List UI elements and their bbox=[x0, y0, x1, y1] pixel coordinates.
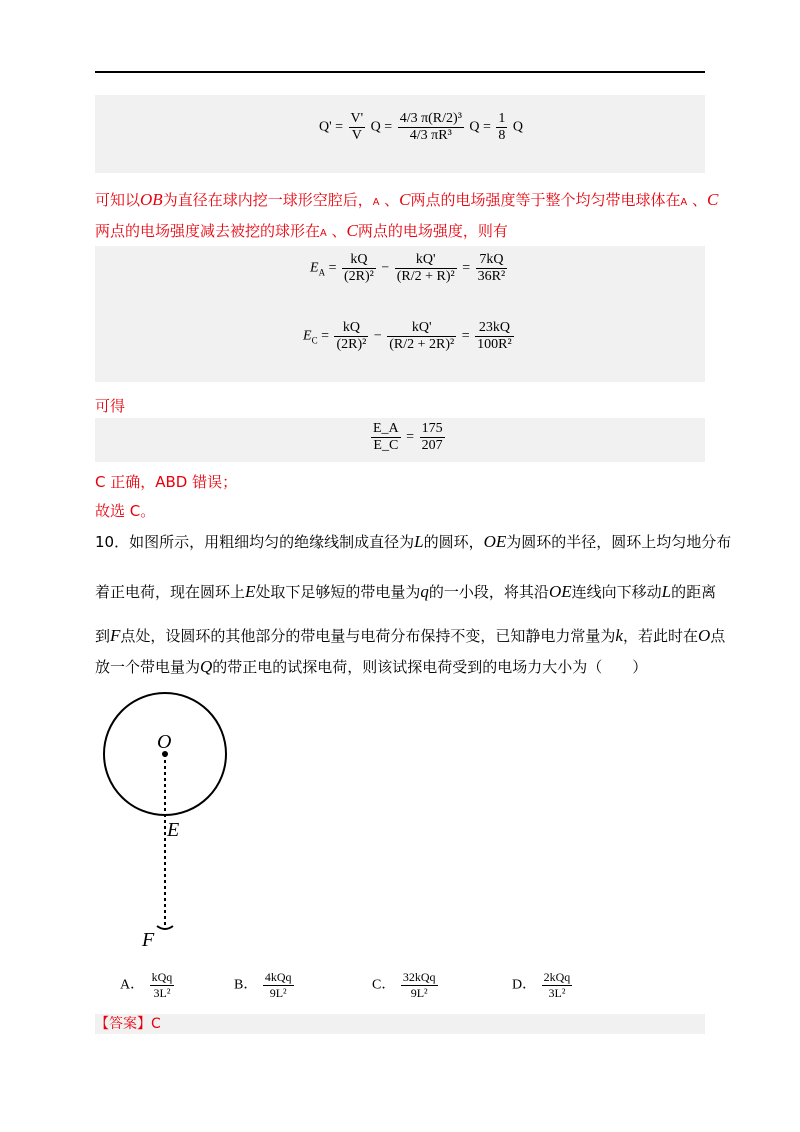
formula-q: Q' = $\frac{V'}{V}$ Q = $\frac{\text{4/3 π(R/2)³}}{\text{4/3 πR³}}$ Q = $\frac{1}{8}$ Q bbox=[319, 111, 524, 143]
header-rule bbox=[95, 71, 705, 73]
question-line-3: 到F点处，设圆环的其他部分的带电量与电荷分布保持不变，已知静电力常量为k，若此时在O点 bbox=[95, 626, 726, 645]
formula-box-ratio bbox=[95, 418, 705, 462]
formula-box-e bbox=[95, 246, 705, 382]
label-e: E bbox=[167, 819, 180, 841]
question-line-2: 着正电荷，现在圆环上E处取下足够短的带电量为q的一小段，将其沿OE连线向下移动L的距离 bbox=[95, 582, 717, 601]
answer-label: 【答案】 bbox=[95, 1016, 151, 1032]
answer-box bbox=[95, 1014, 705, 1034]
question-line-1: 10．如图所示，用粗细均匀的绝缘线制成直径为L的圆环，OE为圆环的半径，圆环上均匀地分布 bbox=[95, 532, 732, 551]
label-o: O bbox=[157, 731, 172, 753]
option-a[interactable]: A． $\frac{\text{kQq}}{\text{3L²}}$ bbox=[120, 970, 173, 1000]
kede-text: 可得 bbox=[95, 397, 126, 415]
label-f: F bbox=[142, 929, 155, 951]
answer-value: C bbox=[151, 1016, 161, 1032]
choose-text: 故选 C。 bbox=[95, 502, 156, 520]
explanation-line-1: 可知以OB为直径在球内挖一球形空腔后，A 、C两点的电场强度等于整个均匀带电球体在A 、C bbox=[95, 190, 719, 209]
formula-ea: $E_A$ = $\frac{kQ}{\text{(2R)²}}$ − $\frac{kQ'}{\text{(R/2 + R)²}}$ = $\frac{7kQ}{\text{36R²}}$ bbox=[310, 252, 506, 284]
option-d[interactable]: D． $\frac{\text{2kQq}}{\text{3L²}}$ bbox=[512, 970, 571, 1000]
correct-text: C 正确，ABD 错误； bbox=[95, 473, 238, 491]
option-b[interactable]: B． $\frac{\text{4kQq}}{\text{9L²}}$ bbox=[234, 970, 292, 1000]
small-arc-f bbox=[157, 926, 173, 929]
explanation-line-2: 两点的电场强度减去被挖的球形在A 、C两点的电场强度，则有 bbox=[95, 221, 508, 240]
formula-ec: $E_C$ = $\frac{kQ}{\text{(2R)²}}$ − $\frac{kQ'}{\text{(R/2 + 2R)²}}$ = $\frac{23kQ}{\text{100R²}}$ bbox=[303, 320, 512, 352]
ring-figure bbox=[95, 690, 255, 960]
formula-ratio: $\frac{E\_A}{E\_C}$ = $\frac{175}{207}$ bbox=[373, 421, 443, 453]
option-c[interactable]: C． $\frac{\text{32kQq}}{\text{9L²}}$ bbox=[372, 970, 436, 1000]
question-line-4: 放一个带电量为Q的带正电的试探电荷，则该试探电荷受到的电场力大小为（ ） bbox=[95, 657, 648, 676]
formula-box-q bbox=[95, 95, 705, 173]
